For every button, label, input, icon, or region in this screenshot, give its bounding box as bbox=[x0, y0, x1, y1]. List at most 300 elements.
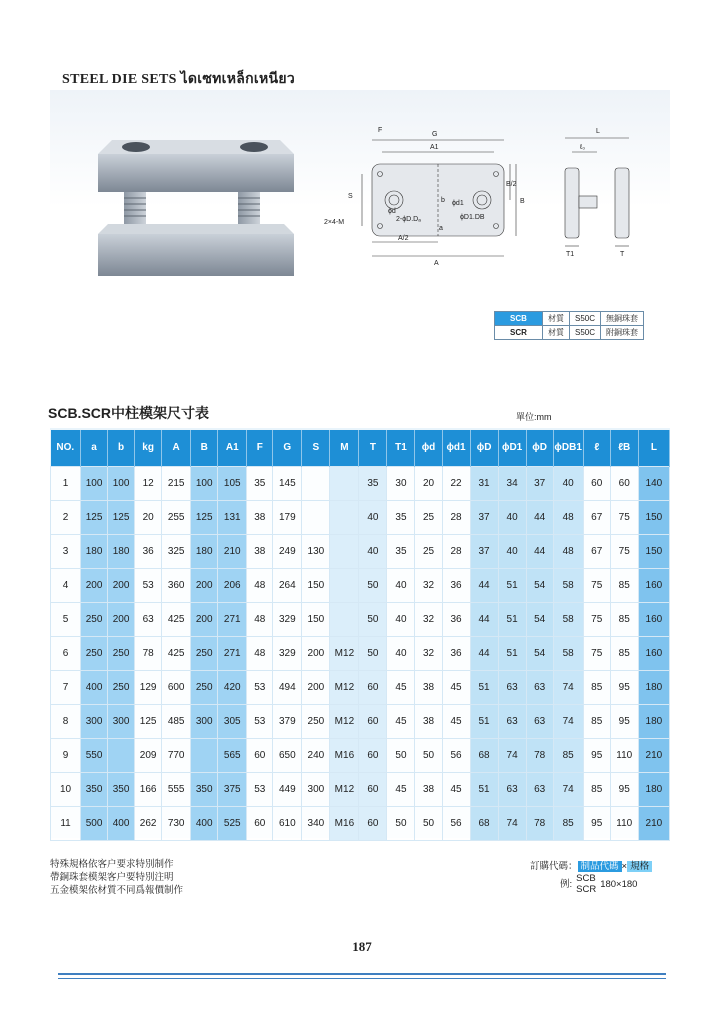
table-cell: M16 bbox=[330, 738, 359, 772]
table-cell: 63 bbox=[526, 670, 553, 704]
table-cell: 60 bbox=[583, 466, 610, 500]
table-cell: M12 bbox=[330, 636, 359, 670]
column-header: ϕD bbox=[470, 430, 498, 466]
table-cell: 250 bbox=[108, 670, 135, 704]
table-cell: 425 bbox=[162, 636, 191, 670]
spec-material: S50C bbox=[570, 326, 601, 340]
table-cell: 40 bbox=[359, 534, 387, 568]
table-cell: 95 bbox=[583, 806, 610, 840]
table-cell: 31 bbox=[470, 466, 498, 500]
table-cell: 58 bbox=[553, 602, 583, 636]
table-cell: 770 bbox=[162, 738, 191, 772]
column-header: S bbox=[302, 430, 330, 466]
table-cell: 100 bbox=[191, 466, 218, 500]
table-cell: 305 bbox=[218, 704, 247, 738]
diagram-label-a1: A1 bbox=[430, 144, 439, 151]
order-spec: 規格 bbox=[627, 861, 652, 872]
diagram-label-b: B bbox=[520, 198, 525, 205]
table-cell: 375 bbox=[218, 772, 247, 806]
diagram-label-s: S bbox=[348, 193, 353, 200]
table-cell: 40 bbox=[498, 500, 526, 534]
table-row bbox=[51, 704, 670, 738]
table-cell: 40 bbox=[359, 500, 387, 534]
table-cell: 250 bbox=[302, 704, 330, 738]
table-cell: 48 bbox=[553, 534, 583, 568]
table-cell: 150 bbox=[302, 602, 330, 636]
table-cell: 56 bbox=[442, 738, 470, 772]
table-cell: 48 bbox=[247, 636, 273, 670]
table-cell: 44 bbox=[470, 636, 498, 670]
table-cell: 525 bbox=[218, 806, 247, 840]
table-cell: 110 bbox=[610, 806, 638, 840]
order-sep: × bbox=[621, 861, 628, 872]
table-cell: 160 bbox=[638, 636, 669, 670]
table-cell: 180 bbox=[81, 534, 108, 568]
diagram-label-l0: ℓ₀ bbox=[580, 144, 586, 151]
column-header: ϕD bbox=[526, 430, 553, 466]
table-cell: M12 bbox=[330, 670, 359, 704]
table-cell: 610 bbox=[273, 806, 302, 840]
example-codes: SCB SCR bbox=[576, 873, 597, 895]
table-cell: 48 bbox=[247, 602, 273, 636]
table-cell: 85 bbox=[583, 772, 610, 806]
table-cell bbox=[330, 466, 359, 500]
table-cell: 45 bbox=[442, 670, 470, 704]
table-cell: 400 bbox=[191, 806, 218, 840]
table-cell: 95 bbox=[610, 772, 638, 806]
table-cell: 105 bbox=[218, 466, 247, 500]
table-cell: 85 bbox=[583, 670, 610, 704]
diagram-label-db: ϕD1.DB bbox=[460, 214, 485, 221]
table-cell: 7 bbox=[51, 670, 81, 704]
table-cell: 28 bbox=[442, 534, 470, 568]
table-cell: 350 bbox=[81, 772, 108, 806]
table-cell: 63 bbox=[498, 704, 526, 738]
table-cell: 11 bbox=[51, 806, 81, 840]
table-cell: 200 bbox=[302, 636, 330, 670]
table-cell: 75 bbox=[610, 500, 638, 534]
example-size: 180×180 bbox=[600, 878, 638, 890]
table-cell: 54 bbox=[526, 636, 553, 670]
order-code-block bbox=[530, 860, 652, 895]
table-cell: 37 bbox=[526, 466, 553, 500]
table-cell: 44 bbox=[526, 500, 553, 534]
table-cell: 37 bbox=[470, 534, 498, 568]
table-cell: 555 bbox=[162, 772, 191, 806]
table-body bbox=[51, 466, 670, 840]
page-number: 187 bbox=[352, 939, 372, 954]
table-cell: 180 bbox=[108, 534, 135, 568]
spec-note: 無銅珠套 bbox=[601, 312, 644, 326]
table-cell: 95 bbox=[610, 670, 638, 704]
note-line: 特殊規格依客户要求特別制作 bbox=[50, 859, 174, 870]
table-cell: 166 bbox=[135, 772, 162, 806]
dimension-diagram bbox=[322, 118, 652, 268]
table-cell: 300 bbox=[108, 704, 135, 738]
table-cell: 150 bbox=[638, 500, 669, 534]
table-cell: 250 bbox=[191, 636, 218, 670]
table-cell: 565 bbox=[218, 738, 247, 772]
table-cell: 8 bbox=[51, 704, 81, 738]
table-cell: 50 bbox=[359, 636, 387, 670]
table-cell: 60 bbox=[247, 738, 273, 772]
table-cell: 50 bbox=[415, 738, 442, 772]
column-header: ℓ bbox=[583, 430, 610, 466]
column-header: ϕd bbox=[415, 430, 442, 466]
table-cell: 250 bbox=[81, 636, 108, 670]
table-title: SCB.SCR中柱模架尺寸表 bbox=[48, 405, 210, 421]
table-cell: 200 bbox=[302, 670, 330, 704]
table-cell: 12 bbox=[135, 466, 162, 500]
table-cell: 74 bbox=[553, 704, 583, 738]
table-cell: 67 bbox=[583, 534, 610, 568]
table-cell: 2 bbox=[51, 500, 81, 534]
table-cell: 215 bbox=[162, 466, 191, 500]
table-cell: 100 bbox=[108, 466, 135, 500]
column-header: b bbox=[108, 430, 135, 466]
table-cell: 60 bbox=[359, 806, 387, 840]
spec-code: SCR bbox=[495, 326, 543, 340]
table-cell: 20 bbox=[415, 466, 442, 500]
table-cell: 129 bbox=[135, 670, 162, 704]
table-cell: 38 bbox=[247, 500, 273, 534]
table-cell: 36 bbox=[442, 636, 470, 670]
note-line: 五金模架依材質不同爲報價制作 bbox=[50, 885, 184, 896]
table-cell: 494 bbox=[273, 670, 302, 704]
table-cell: 36 bbox=[442, 602, 470, 636]
table-cell: 60 bbox=[359, 738, 387, 772]
column-header: ϕD1 bbox=[498, 430, 526, 466]
diagram-label-b-half: B/2 bbox=[506, 181, 517, 188]
table-cell: 329 bbox=[273, 602, 302, 636]
table-cell: 10 bbox=[51, 772, 81, 806]
die-set-photo bbox=[94, 128, 298, 278]
note-line: 帶銅珠套模架客户要特別注明 bbox=[50, 872, 174, 883]
table-cell: 32 bbox=[415, 636, 442, 670]
table-cell: 25 bbox=[415, 500, 442, 534]
table-cell: 125 bbox=[191, 500, 218, 534]
diagram-label-d1: ϕd1 bbox=[452, 200, 464, 207]
table-cell: 6 bbox=[51, 636, 81, 670]
table-cell: 51 bbox=[470, 772, 498, 806]
column-header: ϕd1 bbox=[442, 430, 470, 466]
table-cell: M16 bbox=[330, 806, 359, 840]
table-cell: 329 bbox=[273, 636, 302, 670]
table-cell: 250 bbox=[81, 602, 108, 636]
table-cell: 51 bbox=[498, 636, 526, 670]
table-cell: 53 bbox=[247, 670, 273, 704]
table-row bbox=[51, 636, 670, 670]
table-cell: 44 bbox=[470, 602, 498, 636]
spec-material: S50C bbox=[570, 312, 601, 326]
column-header: T bbox=[359, 430, 387, 466]
diagram-label-a-half: A/2 bbox=[398, 235, 409, 242]
table-cell bbox=[330, 500, 359, 534]
table-cell: 58 bbox=[553, 636, 583, 670]
table-cell: 485 bbox=[162, 704, 191, 738]
diagram-label-bolt: 2×4-M bbox=[324, 219, 345, 226]
table-row bbox=[51, 534, 670, 568]
table-cell: 54 bbox=[526, 568, 553, 602]
table-header-row bbox=[51, 430, 670, 466]
diagram-label-l: L bbox=[596, 128, 600, 135]
table-cell: 420 bbox=[218, 670, 247, 704]
table-cell: 78 bbox=[526, 806, 553, 840]
table-cell: 206 bbox=[218, 568, 247, 602]
table-cell: 300 bbox=[302, 772, 330, 806]
table-cell: 271 bbox=[218, 636, 247, 670]
diagram-label-t: T bbox=[620, 251, 625, 258]
order-label: 訂購代碼： bbox=[530, 861, 578, 872]
table-cell: 5 bbox=[51, 602, 81, 636]
column-header: a bbox=[81, 430, 108, 466]
table-cell: 54 bbox=[526, 602, 553, 636]
table-cell: 100 bbox=[81, 466, 108, 500]
table-cell: 60 bbox=[359, 704, 387, 738]
table-cell: 50 bbox=[415, 806, 442, 840]
spec-note: 附銅珠套 bbox=[601, 326, 644, 340]
table-cell: 425 bbox=[162, 602, 191, 636]
table-cell: 131 bbox=[218, 500, 247, 534]
table-cell bbox=[330, 602, 359, 636]
diagram-label-t1: T1 bbox=[566, 251, 575, 258]
diagram-label-a: A bbox=[434, 260, 439, 267]
column-header: B bbox=[191, 430, 218, 466]
table-cell: 74 bbox=[498, 806, 526, 840]
diagram-label-f: F bbox=[378, 127, 383, 134]
column-header: ϕDB1 bbox=[553, 430, 583, 466]
table-cell: 78 bbox=[135, 636, 162, 670]
table-cell: 180 bbox=[638, 772, 669, 806]
column-header: L bbox=[638, 430, 669, 466]
table-cell: 180 bbox=[638, 670, 669, 704]
table-cell: 9 bbox=[51, 738, 81, 772]
table-cell: 271 bbox=[218, 602, 247, 636]
table-cell: 160 bbox=[638, 602, 669, 636]
table-cell: 125 bbox=[135, 704, 162, 738]
table-cell: 50 bbox=[387, 806, 415, 840]
table-cell: 40 bbox=[387, 568, 415, 602]
table-cell: 36 bbox=[442, 568, 470, 602]
spec-code: SCB bbox=[495, 312, 543, 326]
table-cell: 53 bbox=[247, 772, 273, 806]
table-cell: 63 bbox=[135, 602, 162, 636]
table-cell: 449 bbox=[273, 772, 302, 806]
spec-row-scr bbox=[495, 326, 644, 340]
table-cell: 500 bbox=[81, 806, 108, 840]
table-cell: 32 bbox=[415, 602, 442, 636]
table-cell: 75 bbox=[583, 636, 610, 670]
footer-rule bbox=[58, 973, 666, 975]
table-cell: 262 bbox=[135, 806, 162, 840]
table-cell: 300 bbox=[191, 704, 218, 738]
diagram-label-bushing: 2-ϕD.Dₐ bbox=[396, 216, 421, 223]
table-cell: 400 bbox=[81, 670, 108, 704]
table-cell: 25 bbox=[415, 534, 442, 568]
table-cell: 325 bbox=[162, 534, 191, 568]
table-cell: 36 bbox=[135, 534, 162, 568]
table-cell: M12 bbox=[330, 704, 359, 738]
table-cell: 85 bbox=[583, 704, 610, 738]
table-row bbox=[51, 772, 670, 806]
table-cell: 38 bbox=[415, 772, 442, 806]
column-header: F bbox=[247, 430, 273, 466]
column-header: kg bbox=[135, 430, 162, 466]
table-cell: 180 bbox=[638, 704, 669, 738]
table-cell: 58 bbox=[553, 568, 583, 602]
table-row bbox=[51, 466, 670, 500]
table-cell bbox=[191, 738, 218, 772]
table-cell: 40 bbox=[498, 534, 526, 568]
table-cell: 63 bbox=[526, 704, 553, 738]
table-cell: 68 bbox=[470, 806, 498, 840]
table-cell: 3 bbox=[51, 534, 81, 568]
table-cell: 200 bbox=[108, 568, 135, 602]
spec-row-scb bbox=[495, 312, 644, 326]
table-cell: 200 bbox=[108, 602, 135, 636]
table-cell: 730 bbox=[162, 806, 191, 840]
table-cell: 53 bbox=[247, 704, 273, 738]
material-spec-table bbox=[494, 311, 644, 340]
table-cell: 250 bbox=[191, 670, 218, 704]
table-cell: 35 bbox=[359, 466, 387, 500]
table-cell: 30 bbox=[387, 466, 415, 500]
table-cell: 38 bbox=[247, 534, 273, 568]
table-cell: 40 bbox=[387, 602, 415, 636]
table-cell: 360 bbox=[162, 568, 191, 602]
table-row bbox=[51, 602, 670, 636]
table-cell: 300 bbox=[81, 704, 108, 738]
table-cell: 51 bbox=[498, 568, 526, 602]
dimension-table bbox=[50, 430, 670, 841]
table-cell: 34 bbox=[498, 466, 526, 500]
table-cell: 63 bbox=[498, 772, 526, 806]
table-cell: 45 bbox=[442, 772, 470, 806]
table-cell: 179 bbox=[273, 500, 302, 534]
table-cell: 350 bbox=[191, 772, 218, 806]
table-cell: 264 bbox=[273, 568, 302, 602]
table-cell: 44 bbox=[470, 568, 498, 602]
table-cell: 28 bbox=[442, 500, 470, 534]
table-cell: 600 bbox=[162, 670, 191, 704]
table-cell: 4 bbox=[51, 568, 81, 602]
table-cell bbox=[330, 568, 359, 602]
table-cell bbox=[302, 500, 330, 534]
table-cell: 95 bbox=[610, 704, 638, 738]
table-cell: 210 bbox=[638, 738, 669, 772]
table-cell: 60 bbox=[359, 772, 387, 806]
example-label: 例: bbox=[560, 878, 573, 890]
table-cell: 50 bbox=[359, 568, 387, 602]
table-cell: 74 bbox=[553, 772, 583, 806]
table-cell: 48 bbox=[553, 500, 583, 534]
table-cell: 379 bbox=[273, 704, 302, 738]
table-cell: 50 bbox=[359, 602, 387, 636]
table-row bbox=[51, 806, 670, 840]
spec-label: 材質 bbox=[543, 326, 570, 340]
table-cell: 45 bbox=[442, 704, 470, 738]
table-cell bbox=[302, 466, 330, 500]
table-row bbox=[51, 670, 670, 704]
table-cell bbox=[330, 534, 359, 568]
table-cell: 250 bbox=[108, 636, 135, 670]
table-cell: 63 bbox=[526, 772, 553, 806]
table-cell: 63 bbox=[498, 670, 526, 704]
diagram-label-g: G bbox=[432, 131, 438, 138]
column-header: NO. bbox=[51, 430, 81, 466]
table-cell: 75 bbox=[610, 534, 638, 568]
table-cell: 48 bbox=[247, 568, 273, 602]
table-cell: 45 bbox=[387, 670, 415, 704]
spec-label: 材質 bbox=[543, 312, 570, 326]
table-cell: 125 bbox=[108, 500, 135, 534]
table-cell: 53 bbox=[135, 568, 162, 602]
table-cell: 38 bbox=[415, 704, 442, 738]
table-cell: 140 bbox=[638, 466, 669, 500]
table-cell: 74 bbox=[553, 670, 583, 704]
table-cell: 45 bbox=[387, 772, 415, 806]
table-cell: 20 bbox=[135, 500, 162, 534]
table-cell: M12 bbox=[330, 772, 359, 806]
table-cell: 85 bbox=[610, 602, 638, 636]
table-cell: 240 bbox=[302, 738, 330, 772]
unit-label: 單位:mm bbox=[516, 412, 552, 422]
table-cell: 60 bbox=[610, 466, 638, 500]
table-cell: 45 bbox=[387, 704, 415, 738]
table-cell: 210 bbox=[218, 534, 247, 568]
table-cell: 67 bbox=[583, 500, 610, 534]
table-cell: 60 bbox=[359, 670, 387, 704]
footer-rule-thin bbox=[58, 978, 666, 979]
table-cell: 35 bbox=[247, 466, 273, 500]
column-header: M bbox=[330, 430, 359, 466]
diagram-label-b-small: b bbox=[441, 197, 445, 204]
table-cell: 75 bbox=[583, 602, 610, 636]
table-cell: 35 bbox=[387, 534, 415, 568]
table-cell bbox=[108, 738, 135, 772]
table-cell: 180 bbox=[191, 534, 218, 568]
table-cell: 650 bbox=[273, 738, 302, 772]
table-cell: 249 bbox=[273, 534, 302, 568]
table-cell: 60 bbox=[247, 806, 273, 840]
table-cell: 400 bbox=[108, 806, 135, 840]
table-cell: 110 bbox=[610, 738, 638, 772]
table-cell: 51 bbox=[498, 602, 526, 636]
table-cell: 160 bbox=[638, 568, 669, 602]
table-cell: 40 bbox=[553, 466, 583, 500]
table-cell: 350 bbox=[108, 772, 135, 806]
table-row bbox=[51, 738, 670, 772]
table-cell: 74 bbox=[498, 738, 526, 772]
table-cell: 51 bbox=[470, 670, 498, 704]
table-row bbox=[51, 568, 670, 602]
table-cell: 85 bbox=[553, 806, 583, 840]
diagram-label-d: ϕd bbox=[388, 208, 396, 215]
table-cell: 125 bbox=[81, 500, 108, 534]
table-row bbox=[51, 500, 670, 534]
table-cell: 95 bbox=[583, 738, 610, 772]
table-cell: 85 bbox=[610, 568, 638, 602]
column-header: ℓB bbox=[610, 430, 638, 466]
table-cell: 200 bbox=[81, 568, 108, 602]
table-cell: 56 bbox=[442, 806, 470, 840]
table-cell: 340 bbox=[302, 806, 330, 840]
column-header: A1 bbox=[218, 430, 247, 466]
table-cell: 78 bbox=[526, 738, 553, 772]
table-cell: 68 bbox=[470, 738, 498, 772]
table-cell: 22 bbox=[442, 466, 470, 500]
table-cell: 1 bbox=[51, 466, 81, 500]
